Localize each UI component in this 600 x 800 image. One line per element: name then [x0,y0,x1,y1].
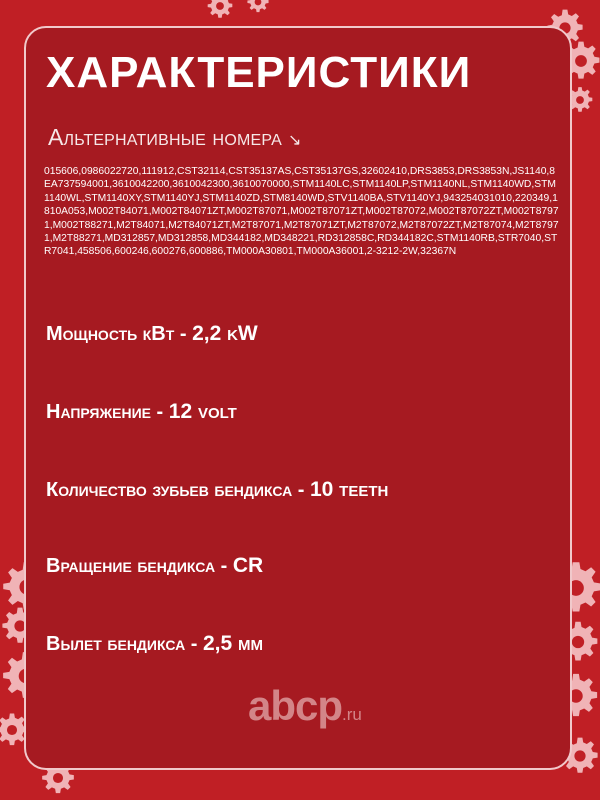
page-title: ХАРАКТЕРИСТИКИ [46,48,472,97]
spec-label: Напряжение - [46,401,169,423]
spec-label: Мощность кВт - [46,323,193,345]
spec-value: CR [232,554,264,577]
spec-power [46,322,258,346]
specs-card [24,26,572,770]
alt-numbers-heading-label: Альтернативные номера [48,124,283,150]
logo-domain: .ru [342,705,362,724]
gear-icon [206,0,234,20]
spec-value: 2,2 kW [192,322,258,345]
alt-numbers-heading [48,124,302,151]
gear-icon [246,0,270,14]
spec-value: 2,5 мм [202,632,264,655]
spec-voltage [46,400,237,424]
spec-value: 12 volt [168,400,237,423]
logo-name: abcp [248,682,343,729]
arrow-down-right-icon: ↘ [288,132,302,149]
spec-label: Вылет бендикса - [46,633,203,655]
spec-overhang [46,632,263,656]
alt-numbers-list: 015606,0986022720,111912,CST32114,CST35137AS,CST35137GS,32602410,DRS3853,DRS3853N,JS1140,8EA737594001,3610042200,3610042300,3610070000,STM1140LC,STM1140LP,STM1140NL,STM1140WD,STM1140WL,STM1140XY,STM1140YJ,STM1140ZD,STM8140WD,STV1140BA,STV1140YJ,943254031010,220349,1810A053,M002T84071,M002T84071ZT,M002T87071,M002T87071ZT,M002T87072,M002T87072ZT,M002T87971,M002T88271,M2T84071,M2T84071ZT,M2T87071,M2T87071ZT,M2T87072,M2T87072ZT,M2T87074,M2T87971,M2T88271,MD312857,MD312858,MD344182,MD348221,RD312858C,RD344182C,STM1140RB,STR7040,STR7041,458506,600246,600276,600886,TM000A30801,TM000A36001,2-3212-2W,32367N [44,166,559,258]
spec-value: 10 teeth [309,478,389,501]
spec-label: Вращение бендикса - [46,555,233,577]
spec-label: Количество зубьев бендикса - [46,479,310,501]
spec-rotation [46,554,263,578]
spec-teeth [46,478,388,502]
abcp-logo [248,682,362,730]
